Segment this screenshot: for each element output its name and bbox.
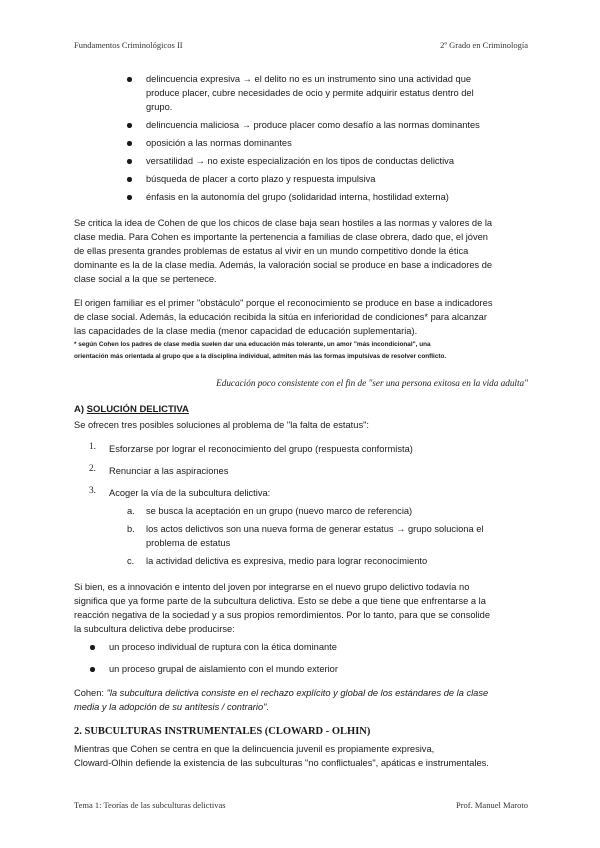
list-item: se busca la aceptación en un grupo (nuevo marco de referencia): [146, 506, 413, 516]
list-letter: a.: [127, 506, 135, 516]
header-course: Fundamentos Criminológicos II: [74, 40, 183, 50]
text-line: significa que ya forme parte de la subcultura delictiva. Esto se debe a que tiene que enfrentarse a la: [74, 596, 486, 606]
list-letter: b.: [127, 524, 135, 534]
bullet-icon: [127, 177, 132, 182]
list-item: énfasis en la autonomía del grupo (solidaridad interna, hostilidad externa): [146, 192, 449, 202]
note-line: orientación más orientada al grupo que a la disciplina individual, admiten más las formas impulsivas de resolver conflicto.: [74, 353, 447, 360]
text-line: clase media. Para Cohen es importante la pertenencia a familias de clase obrera, dado que, el jóven: [74, 232, 488, 242]
text-line: clase social a la que se pertenece.: [74, 274, 217, 284]
quote-line: media y la adopción de su antítesis / contrario".: [74, 702, 270, 712]
text-line: dominante es la de la clase media. Además, la valoración social se produce en base a indicadores de: [74, 260, 493, 270]
text-line: reacción negativa de la sociedad y a sus propios remordimientos. Por lo tanto, para que se consolide: [74, 610, 491, 620]
text-line: las capacidades de la clase media (menor capacidad de educación suplementaria).: [74, 326, 418, 336]
list-item: Renunciar a las aspiraciones: [109, 466, 229, 476]
list-item: la actividad delictiva es expresiva, medio para lograr reconocimiento: [146, 556, 428, 566]
section-heading-a: [74, 404, 189, 415]
bullet-icon: [127, 123, 132, 128]
text-line: de clase social. Además, la educación recibida la sitúa en inferioridad de condiciones* para alcanzar: [74, 312, 487, 322]
bullet-icon: [127, 141, 132, 146]
section-intro: Se ofrecen tres posibles soluciones al problema de "la falta de estatus":: [74, 420, 369, 430]
text-line: Si bien, es a innovación e intento del joven por integrarse en el nuevo grupo delictivo todavía no: [74, 582, 470, 592]
bullet-icon: [127, 195, 132, 200]
italic-quote: Educación poco consistente con el fin de "ser una persona exitosa en la vida adulta": [216, 378, 528, 388]
heading-title: SOLUCIÓN DELICTIVA: [86, 404, 189, 415]
note-line: * según Cohen los padres de clase media suelen dar una educación más tolerante, un amor "más incondicional", una: [74, 341, 431, 348]
text-line: Mientras que Cohen se centra en que la delincuencia juvenil es propiamente expresiva,: [74, 744, 435, 754]
header-degree: 2º Grado en Criminología: [440, 40, 528, 50]
footer-professor: Prof. Manuel Maroto: [455, 800, 528, 810]
page-header: [74, 40, 528, 52]
bullet-icon: [127, 159, 132, 164]
page-footer: [74, 800, 528, 812]
section-2-title: 2. SUBCULTURAS INSTRUMENTALES (CLOWARD - OLHIN): [74, 726, 371, 737]
list-item-continuation: produce placer, cubre necesidades de ocio y permite adquirir estatus dentro del: [146, 88, 474, 98]
list-item: delincuencia expresiva → el delito no es un instrumento sino una actividad que: [146, 74, 472, 84]
list-item-continuation: grupo.: [146, 102, 173, 112]
bullet-icon: [127, 77, 132, 82]
list-item: búsqueda de placer a corto plazo y respuesta impulsiva: [146, 174, 376, 184]
text-line: El origen familiar es el primer "obstáculo" porque el reconocimiento se produce en base a indicadores: [74, 298, 493, 308]
list-item: los actos delictivos son una nueva forma de generar estatus → grupo soluciona el: [146, 524, 484, 534]
heading-prefix: A): [74, 404, 87, 415]
bullet-icon: [90, 645, 95, 650]
list-item: Esforzarse por lograr el reconocimiento del grupo (respuesta conformista): [109, 444, 413, 454]
list-item: un proceso individual de ruptura con la ética dominante: [109, 642, 337, 652]
list-item-continuation: problema de estatus: [146, 538, 231, 548]
list-item: un proceso grupal de aislamiento con el mundo exterior: [109, 664, 338, 674]
footer-topic: Tema 1: Teorías de las subculturas delictivas: [74, 800, 226, 810]
text-line: la subcultura delictiva debe producirse:: [74, 624, 235, 634]
list-item: delincuencia maliciosa → produce placer como desafío a las normas dominantes: [146, 120, 480, 130]
list-item: versatilidad → no existe especialización en los tipos de conductas delictiva: [146, 156, 455, 166]
list-number: 2.: [89, 464, 96, 474]
quote-label: Cohen:: [74, 688, 107, 698]
list-number: 3.: [89, 486, 96, 496]
quote-line: [74, 686, 530, 700]
list-number: 1.: [89, 442, 96, 452]
quote-text: "la subcultura delictiva consiste en el rechazo explícito y global de los estándares de la clase: [106, 688, 489, 698]
list-item: oposición a las normas dominantes: [146, 138, 292, 148]
text-line: de ellas presenta grandes problemas de estatus al vivir en un mundo competitivo donde la ética: [74, 246, 469, 256]
text-line: Cloward-Olhin defiende la existencia de las subculturas "no conflictuales", apáticas e instrumentales.: [74, 758, 489, 768]
text-line: Se critica la idea de Cohen de que los chicos de clase baja sean hostiles a las normas y valores de la: [74, 218, 493, 228]
list-letter: c.: [127, 556, 135, 566]
bullet-icon: [90, 667, 95, 672]
list-item: Acoger la vía de la subcultura delictiva:: [109, 488, 271, 498]
